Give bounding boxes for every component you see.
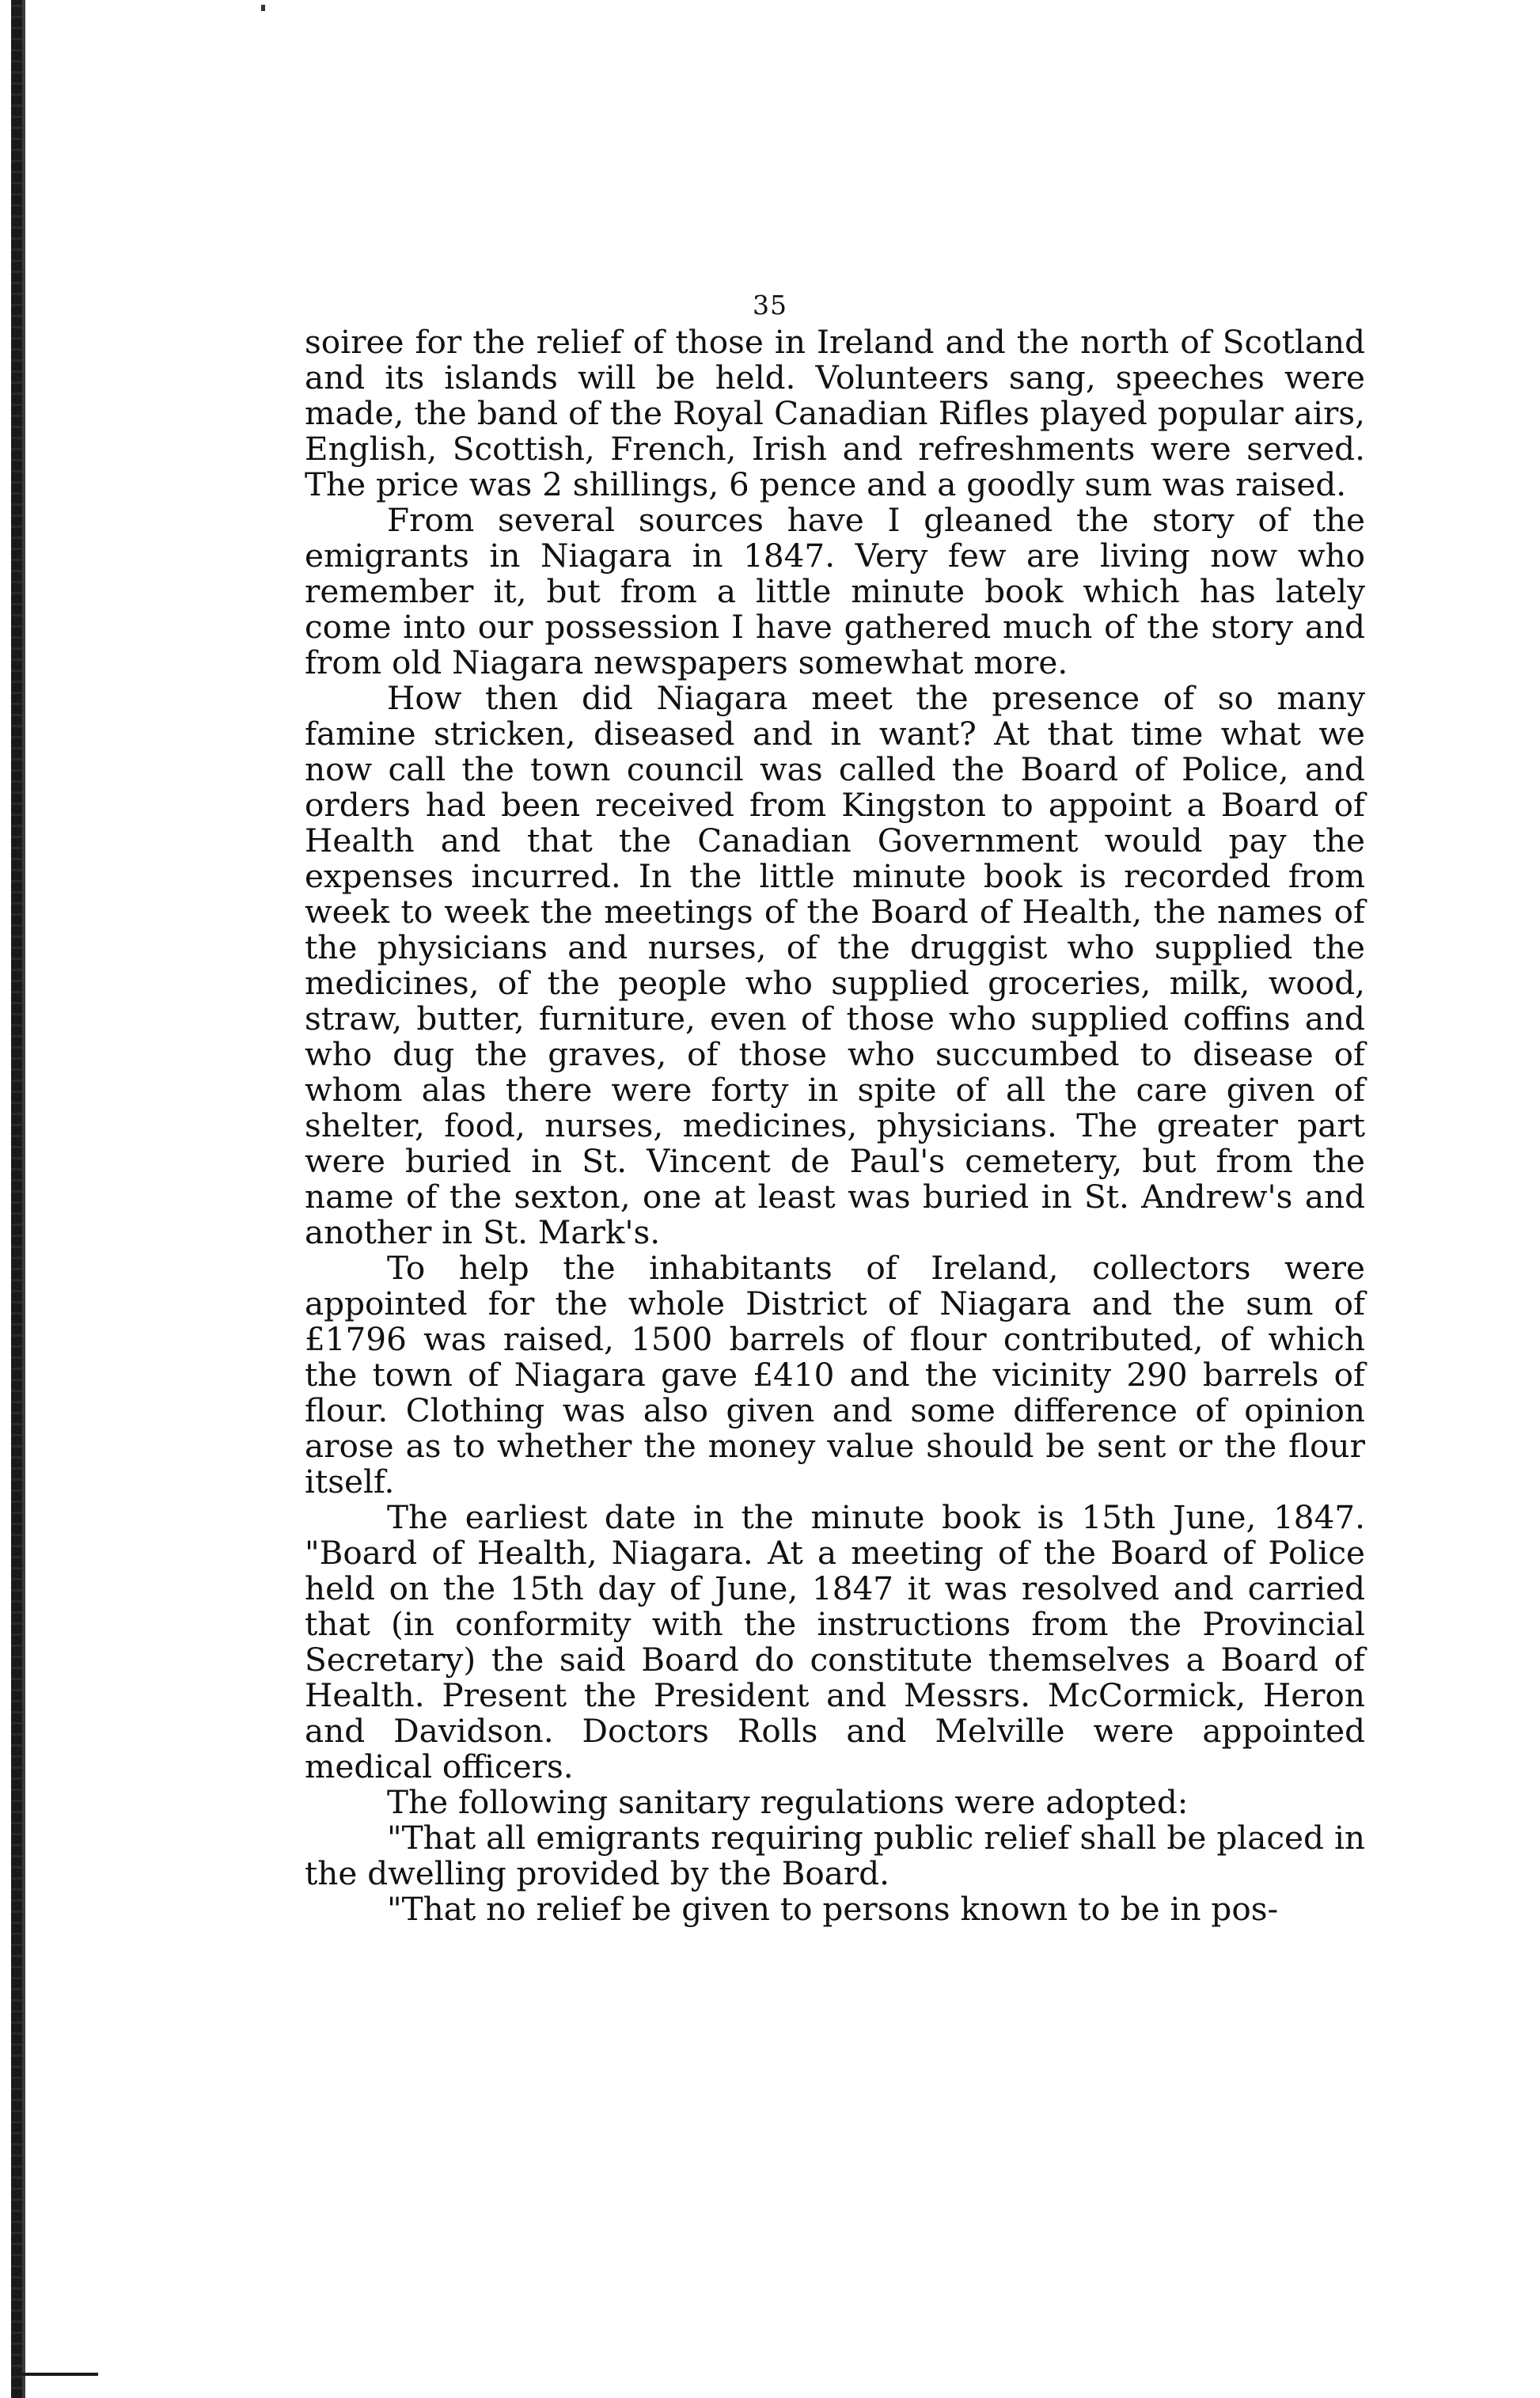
paragraph-regulation-one: "That all emigrants requiring public relief shall be placed in the dwelling provided by the Board. bbox=[305, 1819, 1365, 1892]
paragraph-regulation-two: "That no relief be given to persons known to be in pos- bbox=[387, 1890, 1279, 1928]
paragraph-emigrants-story: From several sources have I gleaned the story of the emigrants in Niagara in 1847. Very few are living now who remember it, but from a little minute book which has lately come into our possession I have gathered much of the story and from old Niagara newspapers somewhat more. bbox=[305, 501, 1365, 681]
paragraph-relief-collection: To help the inhabitants of Ireland, collectors were appointed for the whole District of Niagara and the sum of £1796 was raised, 1500 barrels of flour contributed, of which the town of Niagara gave £410 and the vicinity 290 barrels of flour. Clothing was also given and some difference of opinion arose as to whether the money value should be sent or the flour itself. bbox=[305, 1249, 1365, 1501]
paragraph-continuation: soiree for the relief of those in Ireland and the north of Scotland and its islands will be held. Volunteers sang, speeches were made, the band of the Royal Canadian Rifles played popular airs, English, Scottish, French, Irish and refreshments were served. The price was 2 shillings, 6 pence and a goodly sum was raised. bbox=[305, 323, 1365, 503]
paragraph-minute-book: The earliest date in the minute book is 15th June, 1847. "Board of Health, Niagara. At a meeting of the Board of Police held on the 15th day of June, 1847 it was resolved and carried that (in conformity with the instructions from the Provincial Secretary) the said Board do constitute themselves a Board of Health. Present the President and Messrs. McCormick, Heron and Davidson. Doctors Rolls and Melville were appointed medical officers. bbox=[305, 1498, 1365, 1785]
scan-speck bbox=[261, 5, 265, 11]
book-binding-edge bbox=[11, 0, 22, 2398]
page-number: 35 bbox=[753, 290, 787, 321]
paragraph-regulations-intro: The following sanitary regulations were adopted: bbox=[387, 1783, 1189, 1821]
paragraph-board-of-health: How then did Niagara meet the presence of so many famine stricken, diseased and in want? At that time what we now call the town council was called the Board of Police, and orders had been received from Kingston to appoint a Board of Health and that the Canadian Government would pay the expenses incurred. In the little minute book is recorded from week to week the meetings of the Board of Health, the names of the physicians and nurses, of the druggist who supplied the medicines, of the people who supplied groceries, milk, wood, straw, butter, furniture, even of those who supplied coffins and who dug the graves, of those who succumbed to disease of whom alas there were forty in spite of all the care given of shelter, food, nurses, medicines, physicians. The greater part were buried in St. Vincent de Paul's cemetery, but from the name of the sexton, one at least was buried in St. Andrew's and another in St. Mark's. bbox=[305, 679, 1365, 1251]
body-text bbox=[305, 324, 1365, 1927]
book-binding-foot bbox=[11, 2373, 98, 2376]
book-binding-shadow bbox=[22, 0, 25, 2398]
